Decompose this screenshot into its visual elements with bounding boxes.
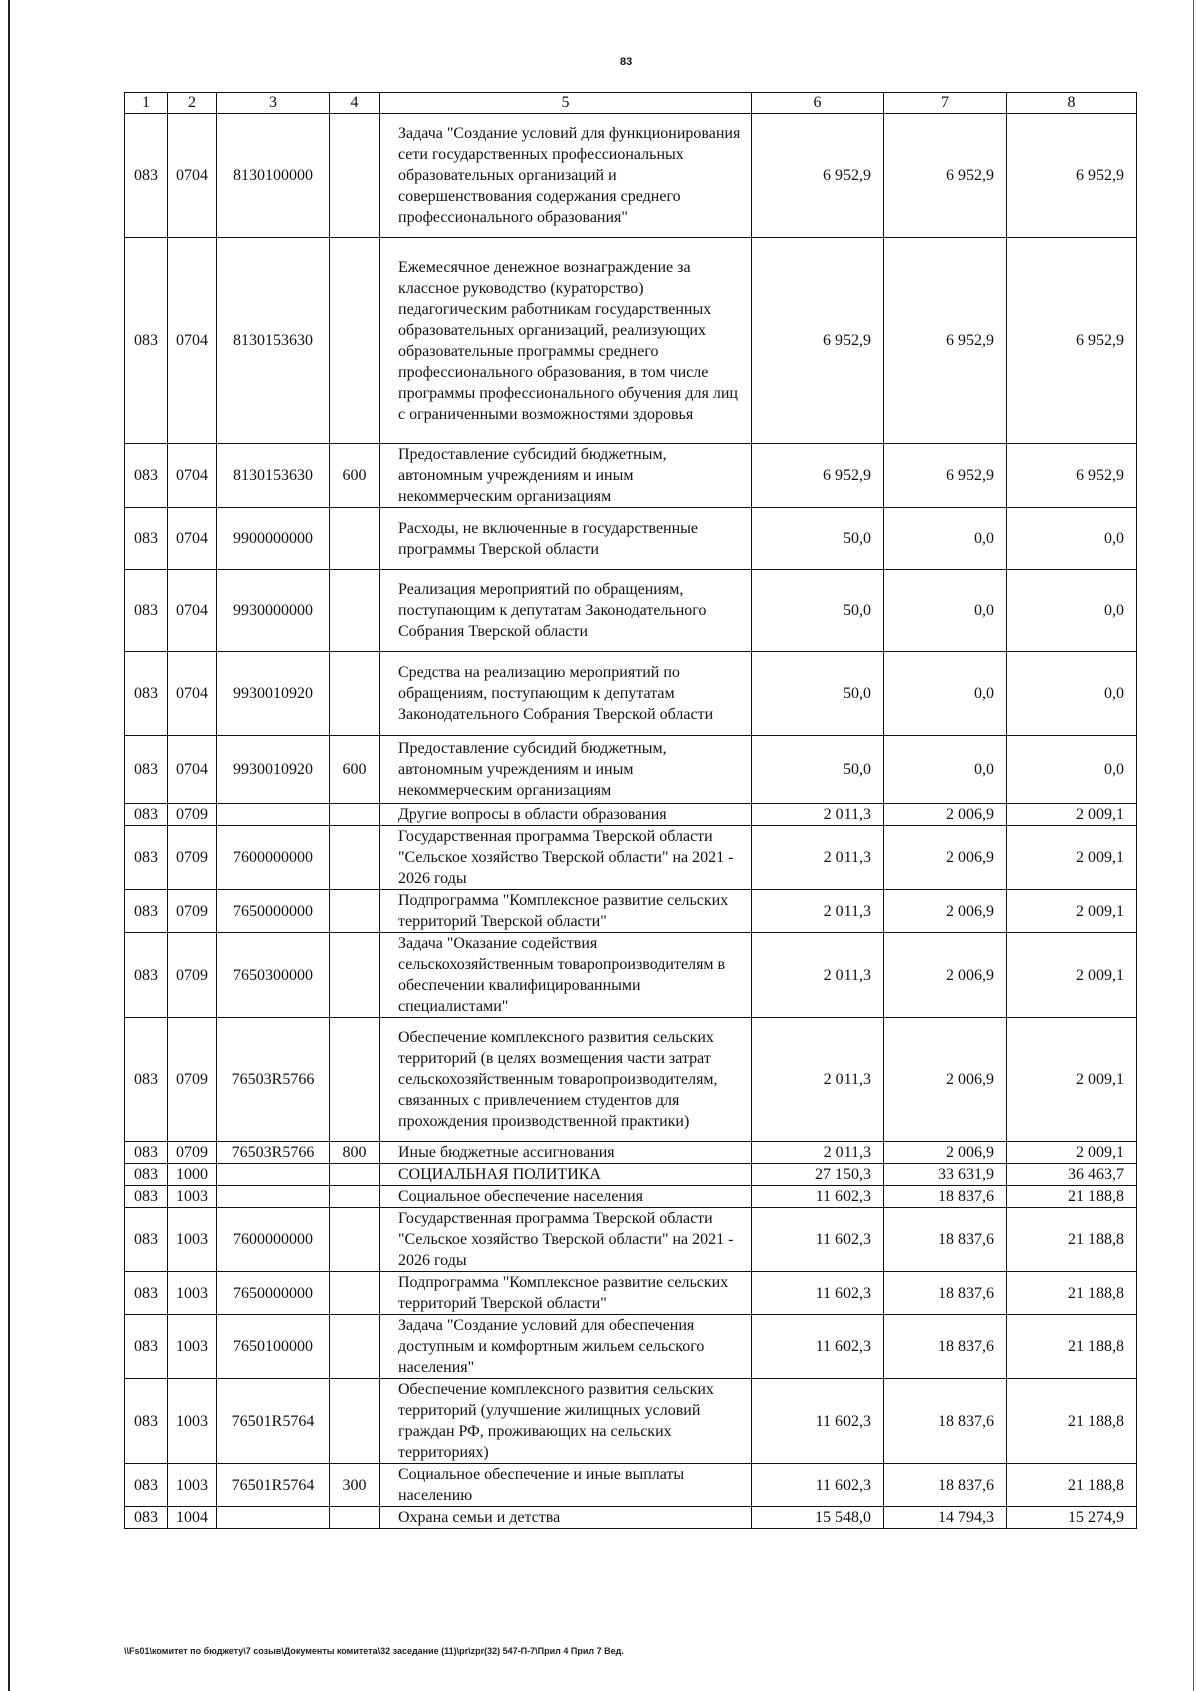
cell-section: 1003 bbox=[168, 1208, 217, 1272]
cell-name: Другие вопросы в области образования bbox=[380, 804, 752, 826]
table-row bbox=[125, 1272, 1137, 1315]
table-row bbox=[125, 570, 1137, 652]
cell-expense-type bbox=[330, 1164, 380, 1186]
cell-ministry: 083 bbox=[125, 736, 168, 804]
cell-target-article: 8130100000 bbox=[217, 114, 330, 238]
cell-name: Охрана семьи и детства bbox=[380, 1507, 752, 1529]
budget-table bbox=[124, 92, 1137, 1529]
table-row bbox=[125, 933, 1137, 1018]
cell-target-article bbox=[217, 804, 330, 826]
cell-expense-type: 600 bbox=[330, 736, 380, 804]
cell-ministry: 083 bbox=[125, 652, 168, 736]
table-row bbox=[125, 1018, 1137, 1142]
header-cell: 3 bbox=[217, 93, 330, 114]
cell-section: 1003 bbox=[168, 1315, 217, 1379]
cell-name: Задача "Оказание содействия сельскохозяйственным товаропроизводителям в обеспечении квалифицированными специалистами" bbox=[380, 933, 752, 1018]
cell-value-col8: 21 188,8 bbox=[1007, 1379, 1137, 1464]
cell-value-col6: 50,0 bbox=[752, 508, 884, 570]
cell-ministry: 083 bbox=[125, 890, 168, 933]
header-cell: 2 bbox=[168, 93, 217, 114]
cell-target-article: 76501R5764 bbox=[217, 1464, 330, 1507]
cell-value-col6: 11 602,3 bbox=[752, 1315, 884, 1379]
cell-section: 1000 bbox=[168, 1164, 217, 1186]
cell-value-col7: 18 837,6 bbox=[884, 1272, 1007, 1315]
cell-value-col6: 50,0 bbox=[752, 736, 884, 804]
cell-name: Обеспечение комплексного развития сельских территорий (улучшение жилищных условий граждан РФ, проживающих на сельских территориях) bbox=[380, 1379, 752, 1464]
cell-section: 0709 bbox=[168, 933, 217, 1018]
cell-section: 0704 bbox=[168, 238, 217, 444]
cell-target-article: 7650100000 bbox=[217, 1315, 330, 1379]
scan-edge-right bbox=[1193, 0, 1194, 1691]
cell-value-col6: 11 602,3 bbox=[752, 1208, 884, 1272]
table-row bbox=[125, 238, 1137, 444]
cell-value-col8: 2 009,1 bbox=[1007, 1018, 1137, 1142]
cell-value-col7: 2 006,9 bbox=[884, 890, 1007, 933]
cell-target-article bbox=[217, 1164, 330, 1186]
cell-value-col8: 0,0 bbox=[1007, 652, 1137, 736]
cell-name: Предоставление субсидий бюджетным, автономным учреждениям и иным некоммерческим организациям bbox=[380, 444, 752, 508]
cell-value-col7: 18 837,6 bbox=[884, 1379, 1007, 1464]
table-header-row bbox=[125, 93, 1137, 114]
cell-section: 0709 bbox=[168, 826, 217, 890]
cell-ministry: 083 bbox=[125, 1315, 168, 1379]
cell-name: Ежемесячное денежное вознаграждение за классное руководство (кураторство) педагогическим работникам государственных образовательных организаций, реализующих образовательные программы среднего профессионального образования, в том числе программы профессионального обучения для лиц с ограниченными возможностями здоровья bbox=[380, 238, 752, 444]
table-row bbox=[125, 114, 1137, 238]
cell-value-col8: 2 009,1 bbox=[1007, 1142, 1137, 1164]
cell-value-col6: 11 602,3 bbox=[752, 1379, 884, 1464]
cell-target-article: 7650300000 bbox=[217, 933, 330, 1018]
cell-target-article: 7600000000 bbox=[217, 826, 330, 890]
cell-ministry: 083 bbox=[125, 508, 168, 570]
cell-expense-type bbox=[330, 1018, 380, 1142]
cell-target-article: 76503R5766 bbox=[217, 1018, 330, 1142]
cell-ministry: 083 bbox=[125, 804, 168, 826]
cell-value-col7: 2 006,9 bbox=[884, 933, 1007, 1018]
cell-name: Обеспечение комплексного развития сельских территорий (в целях возмещения части затрат сельскохозяйственным товаропроизводителям, связанных с привлечением студентов для прохождения производственной практики) bbox=[380, 1018, 752, 1142]
cell-value-col8: 21 188,8 bbox=[1007, 1208, 1137, 1272]
header-cell: 6 bbox=[752, 93, 884, 114]
cell-value-col6: 27 150,3 bbox=[752, 1164, 884, 1186]
table-row bbox=[125, 1507, 1137, 1529]
table-row bbox=[125, 508, 1137, 570]
cell-value-col8: 21 188,8 bbox=[1007, 1315, 1137, 1379]
cell-value-col6: 11 602,3 bbox=[752, 1272, 884, 1315]
cell-expense-type bbox=[330, 890, 380, 933]
cell-value-col8: 2 009,1 bbox=[1007, 933, 1137, 1018]
table-row bbox=[125, 444, 1137, 508]
cell-name: Расходы, не включенные в государственные программы Тверской области bbox=[380, 508, 752, 570]
header-cell: 8 bbox=[1007, 93, 1137, 114]
cell-value-col8: 21 188,8 bbox=[1007, 1186, 1137, 1208]
cell-value-col7: 2 006,9 bbox=[884, 826, 1007, 890]
cell-value-col6: 2 011,3 bbox=[752, 1142, 884, 1164]
cell-ministry: 083 bbox=[125, 1018, 168, 1142]
cell-expense-type bbox=[330, 570, 380, 652]
cell-value-col7: 6 952,9 bbox=[884, 238, 1007, 444]
cell-name: Задача "Создание условий для обеспечения доступным и комфортным жильем сельского населения" bbox=[380, 1315, 752, 1379]
cell-section: 1003 bbox=[168, 1464, 217, 1507]
cell-section: 0709 bbox=[168, 1018, 217, 1142]
cell-name: Задача "Создание условий для функционирования сети государственных профессиональных образовательных организаций и совершенствования содержания среднего профессионального образования" bbox=[380, 114, 752, 238]
cell-target-article: 7600000000 bbox=[217, 1208, 330, 1272]
cell-ministry: 083 bbox=[125, 1379, 168, 1464]
cell-expense-type: 300 bbox=[330, 1464, 380, 1507]
cell-value-col8: 15 274,9 bbox=[1007, 1507, 1137, 1529]
cell-ministry: 083 bbox=[125, 1208, 168, 1272]
cell-value-col6: 6 952,9 bbox=[752, 114, 884, 238]
cell-target-article: 9900000000 bbox=[217, 508, 330, 570]
cell-section: 1003 bbox=[168, 1186, 217, 1208]
table-row bbox=[125, 890, 1137, 933]
cell-value-col8: 21 188,8 bbox=[1007, 1464, 1137, 1507]
cell-target-article: 8130153630 bbox=[217, 238, 330, 444]
cell-ministry: 083 bbox=[125, 114, 168, 238]
cell-value-col6: 11 602,3 bbox=[752, 1464, 884, 1507]
cell-section: 0704 bbox=[168, 570, 217, 652]
cell-value-col7: 0,0 bbox=[884, 736, 1007, 804]
cell-expense-type: 800 bbox=[330, 1142, 380, 1164]
cell-ministry: 083 bbox=[125, 1186, 168, 1208]
cell-ministry: 083 bbox=[125, 933, 168, 1018]
cell-expense-type bbox=[330, 1186, 380, 1208]
cell-expense-type bbox=[330, 1507, 380, 1529]
cell-section: 0709 bbox=[168, 1142, 217, 1164]
cell-value-col8: 2 009,1 bbox=[1007, 826, 1137, 890]
cell-value-col7: 18 837,6 bbox=[884, 1315, 1007, 1379]
cell-name: Средства на реализацию мероприятий по обращениям, поступающим к депутатам Законодательного Собрания Тверской области bbox=[380, 652, 752, 736]
cell-expense-type bbox=[330, 1272, 380, 1315]
cell-expense-type bbox=[330, 508, 380, 570]
cell-value-col7: 18 837,6 bbox=[884, 1464, 1007, 1507]
cell-value-col7: 18 837,6 bbox=[884, 1186, 1007, 1208]
cell-value-col6: 6 952,9 bbox=[752, 238, 884, 444]
cell-value-col6: 2 011,3 bbox=[752, 1018, 884, 1142]
cell-name: Подпрограмма "Комплексное развитие сельских территорий Тверской области" bbox=[380, 890, 752, 933]
cell-value-col7: 6 952,9 bbox=[884, 444, 1007, 508]
cell-target-article: 7650000000 bbox=[217, 1272, 330, 1315]
cell-value-col7: 0,0 bbox=[884, 652, 1007, 736]
cell-expense-type bbox=[330, 1379, 380, 1464]
cell-section: 0704 bbox=[168, 652, 217, 736]
cell-value-col7: 2 006,9 bbox=[884, 1018, 1007, 1142]
scan-edge-left bbox=[8, 0, 10, 1691]
cell-value-col7: 0,0 bbox=[884, 570, 1007, 652]
table-row bbox=[125, 1142, 1137, 1164]
cell-expense-type bbox=[330, 652, 380, 736]
cell-name: Иные бюджетные ассигнования bbox=[380, 1142, 752, 1164]
header-cell: 7 bbox=[884, 93, 1007, 114]
cell-value-col8: 6 952,9 bbox=[1007, 238, 1137, 444]
cell-value-col8: 0,0 bbox=[1007, 736, 1137, 804]
cell-value-col6: 11 602,3 bbox=[752, 1186, 884, 1208]
cell-value-col6: 15 548,0 bbox=[752, 1507, 884, 1529]
cell-value-col6: 2 011,3 bbox=[752, 804, 884, 826]
cell-ministry: 083 bbox=[125, 1464, 168, 1507]
table-row bbox=[125, 826, 1137, 890]
cell-value-col8: 36 463,7 bbox=[1007, 1164, 1137, 1186]
cell-value-col8: 6 952,9 bbox=[1007, 114, 1137, 238]
cell-name: Социальное обеспечение населения bbox=[380, 1186, 752, 1208]
cell-section: 0704 bbox=[168, 736, 217, 804]
cell-target-article: 7650000000 bbox=[217, 890, 330, 933]
cell-target-article bbox=[217, 1186, 330, 1208]
cell-expense-type bbox=[330, 933, 380, 1018]
cell-value-col7: 33 631,9 bbox=[884, 1164, 1007, 1186]
table-row bbox=[125, 1464, 1137, 1507]
cell-expense-type: 600 bbox=[330, 444, 380, 508]
cell-value-col8: 2 009,1 bbox=[1007, 804, 1137, 826]
cell-target-article: 9930010920 bbox=[217, 736, 330, 804]
header-cell: 4 bbox=[330, 93, 380, 114]
cell-expense-type bbox=[330, 238, 380, 444]
table-row bbox=[125, 652, 1137, 736]
cell-target-article: 8130153630 bbox=[217, 444, 330, 508]
cell-name: Реализация мероприятий по обращениям, поступающим к депутатам Законодательного Собрания Тверской области bbox=[380, 570, 752, 652]
file-path-footer: \\Fs01\комитет по бюджету\7 созыв\Документы комитета\32 заседание (11)\pr\zpr(32) 547-П-7\Прил 4 Прил 7 Вед. bbox=[124, 1646, 624, 1656]
cell-value-col6: 6 952,9 bbox=[752, 444, 884, 508]
cell-section: 1003 bbox=[168, 1272, 217, 1315]
table-row bbox=[125, 1315, 1137, 1379]
cell-name: СОЦИАЛЬНАЯ ПОЛИТИКА bbox=[380, 1164, 752, 1186]
cell-section: 0709 bbox=[168, 890, 217, 933]
cell-value-col7: 18 837,6 bbox=[884, 1208, 1007, 1272]
cell-expense-type bbox=[330, 114, 380, 238]
cell-target-article: 76501R5764 bbox=[217, 1379, 330, 1464]
cell-ministry: 083 bbox=[125, 1507, 168, 1529]
cell-value-col7: 6 952,9 bbox=[884, 114, 1007, 238]
table-row bbox=[125, 1164, 1137, 1186]
cell-expense-type bbox=[330, 1208, 380, 1272]
cell-section: 0704 bbox=[168, 114, 217, 238]
cell-value-col6: 2 011,3 bbox=[752, 890, 884, 933]
cell-value-col7: 2 006,9 bbox=[884, 804, 1007, 826]
cell-name: Государственная программа Тверской области "Сельское хозяйство Тверской области" на 2021 - 2026 годы bbox=[380, 1208, 752, 1272]
cell-ministry: 083 bbox=[125, 1142, 168, 1164]
table-row bbox=[125, 736, 1137, 804]
cell-section: 0704 bbox=[168, 508, 217, 570]
cell-section: 0704 bbox=[168, 444, 217, 508]
cell-expense-type bbox=[330, 804, 380, 826]
cell-value-col8: 6 952,9 bbox=[1007, 444, 1137, 508]
cell-target-article bbox=[217, 1507, 330, 1529]
cell-section: 0709 bbox=[168, 804, 217, 826]
page-number: 83 bbox=[620, 56, 633, 68]
cell-value-col7: 14 794,3 bbox=[884, 1507, 1007, 1529]
cell-ministry: 083 bbox=[125, 826, 168, 890]
cell-name: Предоставление субсидий бюджетным, автономным учреждениям и иным некоммерческим организациям bbox=[380, 736, 752, 804]
cell-name: Подпрограмма "Комплексное развитие сельских территорий Тверской области" bbox=[380, 1272, 752, 1315]
cell-value-col7: 2 006,9 bbox=[884, 1142, 1007, 1164]
cell-value-col8: 2 009,1 bbox=[1007, 890, 1137, 933]
cell-section: 1003 bbox=[168, 1379, 217, 1464]
cell-value-col6: 2 011,3 bbox=[752, 826, 884, 890]
header-cell: 1 bbox=[125, 93, 168, 114]
cell-target-article: 9930010920 bbox=[217, 652, 330, 736]
cell-section: 1004 bbox=[168, 1507, 217, 1529]
cell-ministry: 083 bbox=[125, 570, 168, 652]
header-cell: 5 bbox=[380, 93, 752, 114]
cell-ministry: 083 bbox=[125, 1272, 168, 1315]
cell-value-col7: 0,0 bbox=[884, 508, 1007, 570]
cell-ministry: 083 bbox=[125, 1164, 168, 1186]
cell-target-article: 9930000000 bbox=[217, 570, 330, 652]
cell-value-col6: 50,0 bbox=[752, 652, 884, 736]
cell-target-article: 76503R5766 bbox=[217, 1142, 330, 1164]
table-row bbox=[125, 804, 1137, 826]
cell-value-col8: 21 188,8 bbox=[1007, 1272, 1137, 1315]
table-row bbox=[125, 1379, 1137, 1464]
table-row bbox=[125, 1208, 1137, 1272]
cell-value-col6: 50,0 bbox=[752, 570, 884, 652]
cell-expense-type bbox=[330, 1315, 380, 1379]
cell-value-col8: 0,0 bbox=[1007, 508, 1137, 570]
table-row bbox=[125, 1186, 1137, 1208]
cell-ministry: 083 bbox=[125, 444, 168, 508]
cell-name: Социальное обеспечение и иные выплаты населению bbox=[380, 1464, 752, 1507]
cell-expense-type bbox=[330, 826, 380, 890]
cell-ministry: 083 bbox=[125, 238, 168, 444]
cell-name: Государственная программа Тверской области "Сельское хозяйство Тверской области" на 2021 - 2026 годы bbox=[380, 826, 752, 890]
cell-value-col8: 0,0 bbox=[1007, 570, 1137, 652]
cell-value-col6: 2 011,3 bbox=[752, 933, 884, 1018]
